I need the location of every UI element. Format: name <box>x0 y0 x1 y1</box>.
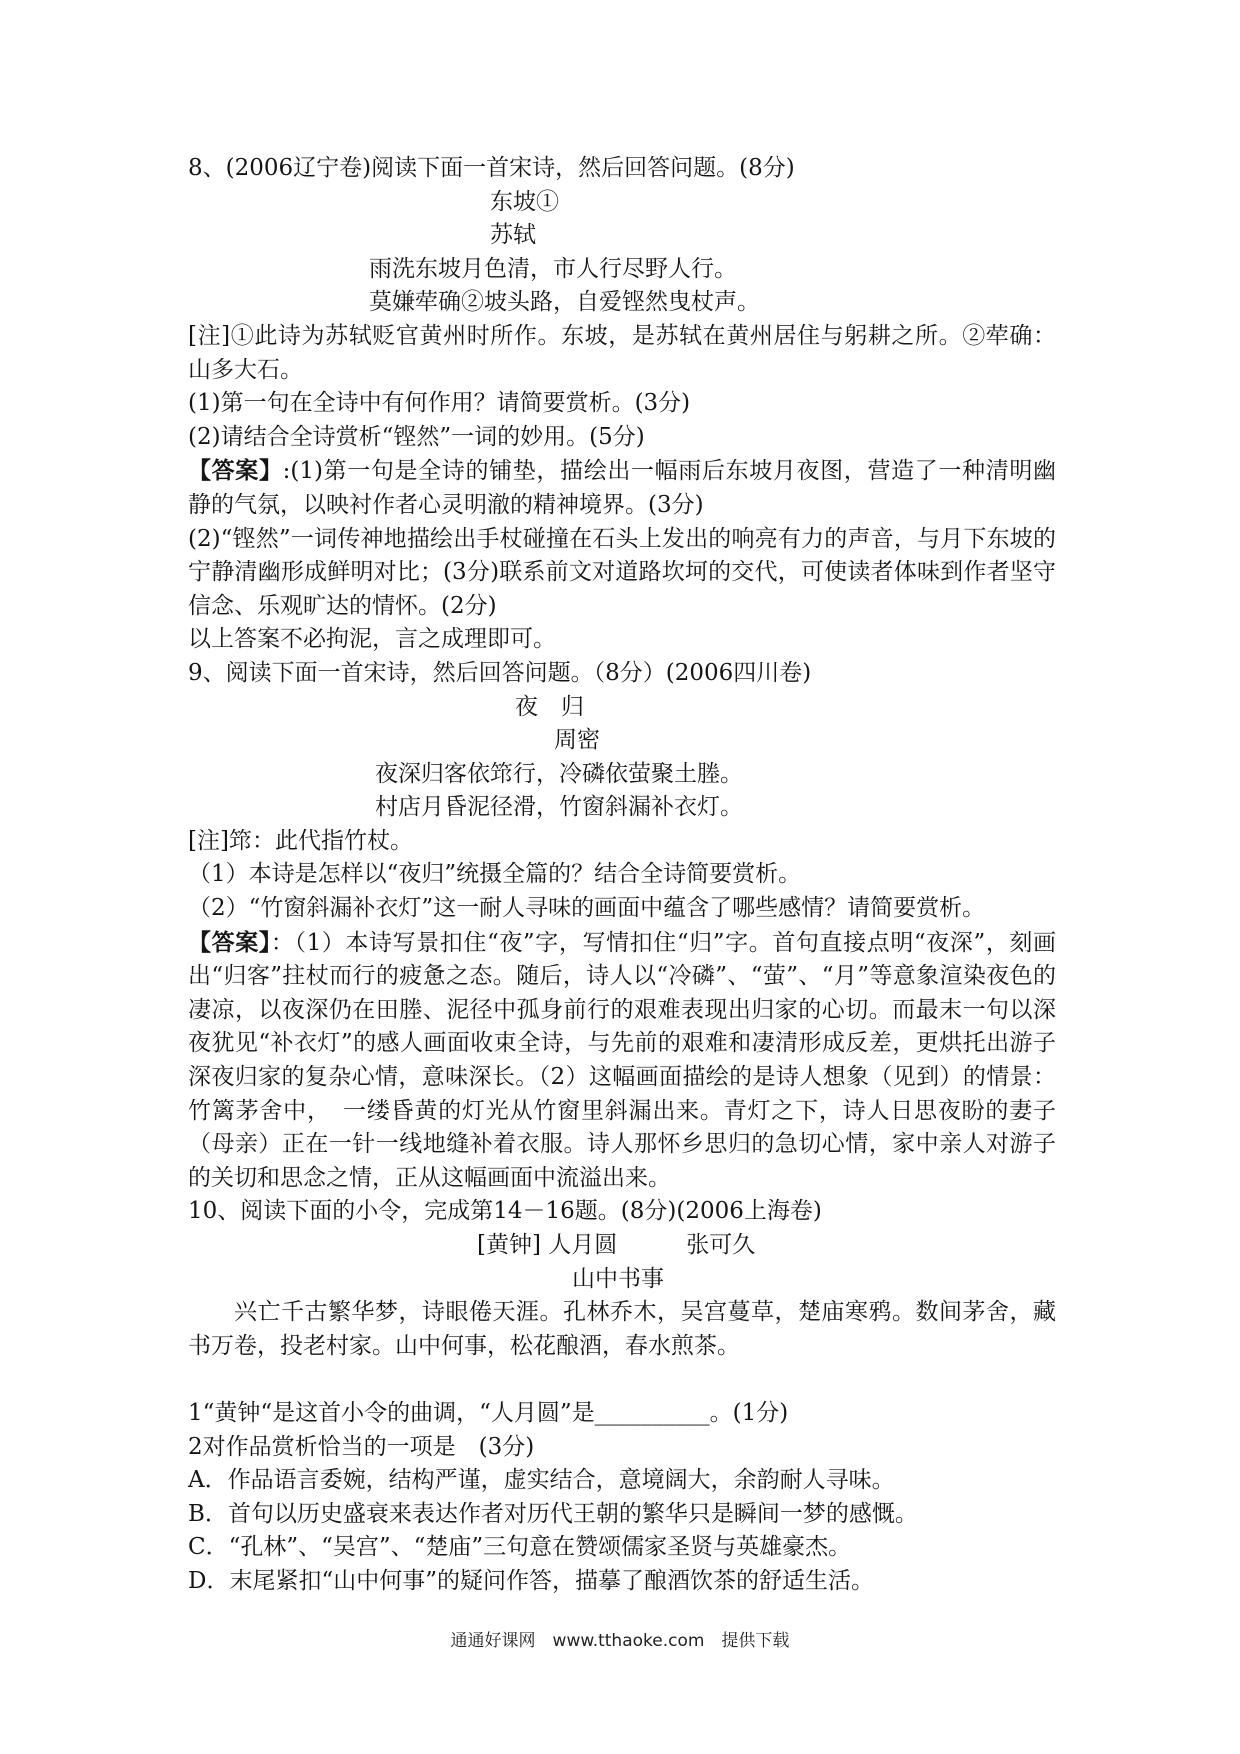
q9-poem-author: 周密 <box>554 727 600 754</box>
blank-line <box>188 1363 1056 1397</box>
q8-verse-1: 雨洗东坡月色清，市人行尽野人行。 <box>369 255 737 282</box>
q10-option-d: D．末尾紧扣“山中何事”的疑问作答，描摹了酿酒饮茶的舒适生活。 <box>188 1567 874 1594</box>
q8-note: [注]①此诗为苏轼贬官黄州时所作。东坡，是苏轼在黄州居住与躬耕之所。②荦确：山多大石。 <box>188 322 1056 383</box>
q8-poem-title: 东坡① <box>490 188 559 215</box>
q9-verse-2: 村店月昏泥径滑，竹窗斜漏补衣灯。 <box>375 794 743 821</box>
q10-item-1: 1“黄钟“是这首小令的曲调，“人月圆”是__________。(1分) <box>188 1399 789 1426</box>
q8-answer-1-text: :(1)第一句是全诗的铺垫，描绘出一幅雨后东坡月夜图，营造了一种清明幽静的气氛，以映衬作者心灵明澈的精神境界。(3分) <box>188 458 1056 518</box>
page-footer: 通通好课网 www.tthaoke.com 提供下载 <box>450 1631 790 1651</box>
q9-note: [注]筇：此代指竹杖。 <box>188 827 413 854</box>
q10-option-a: A．作品语言委婉，结构严谨，虚实结合，意境阔大，余韵耐人寻味。 <box>188 1467 895 1494</box>
q10-text: 兴亡千古繁华梦，诗眼倦天涯。孔林乔木，吴宫蔓草，楚庙寒鸦。数间茅舍，藏书万卷，投老村家。山中何事，松花酿酒，春水煎茶。 <box>188 1299 1056 1359</box>
q8-question-2: (2)请结合全诗赏析“铿然”一词的妙用。(5分) <box>188 423 645 450</box>
q9-verse-1: 夜深归客依筇行，冷磷依萤聚土塍。 <box>375 760 743 787</box>
q10-option-b: B．首句以历史盛衰来表达作者对历代王朝的繁华只是瞬间一梦的感慨。 <box>188 1500 918 1527</box>
q8-answer-label: 【答案】 <box>188 457 283 485</box>
q8-answer-2: (2)“铿然”一词传神地描绘出手杖碰撞在石头上发出的响亮有力的声音，与月下东坡的宁静清幽形成鲜明对比；(3分)联系前文对道路坎坷的交代，可使读者体味到作者坚守信念、乐观旷达的情怀。(2分) <box>188 525 1056 619</box>
q10-subtitle: 山中书事 <box>572 1265 664 1292</box>
q9-poem-title: 夜 归 <box>515 693 584 720</box>
q10-item-2: 2对作品赏析恰当的一项是 (3分) <box>188 1433 535 1460</box>
q10-title-line: [黄钟] 人月圆 张可久 <box>477 1232 756 1258</box>
q8-answer-3: 以上答案不必拘泥，言之成理即可。 <box>188 626 556 653</box>
q9-header: 9、阅读下面一首宋诗，然后回答问题。（8分）(2006四川卷) <box>188 659 812 686</box>
q9-answer <box>188 926 1056 1196</box>
q8-answer-1 <box>188 454 1056 522</box>
q8-header: 8、(2006辽宁卷)阅读下面一首宋诗，然后回答问题。(8分) <box>188 155 795 181</box>
q8-question-1: (1)第一句在全诗中有何作用？请简要赏析。(3分) <box>188 390 691 417</box>
q8-verse-2: 莫嫌荦确②坡头路，自爱铿然曳杖声。 <box>369 289 760 316</box>
q9-answer-label: 【答案】 <box>188 928 271 956</box>
q8-poem-author: 苏轼 <box>490 222 536 249</box>
q9-answer-text: ：（1）本诗写景扣住“夜”字，写情扣住“归”字。首句直接点明“夜深”，刻画出“归客”拄杖而行的疲惫之态。随后，诗人以“冷磷”、“萤”、“月”等意象渲染夜色的凄凉，以夜深仍在田塍、泥径中孤身前行的艰难表现出归家的心切。而最末一句以深夜犹见“补衣灯”的感人画面收束全诗，与先前的艰难和凄清形成反差，更烘托出游子深夜归家的复杂心情，意味深长。（2）这幅画面描绘的是诗人想象（见到）的情景：竹篱茅舍中， 一缕昏黄的灯光从竹窗里斜漏出来。青灯之下，诗人日思夜盼的妻子（母亲）正在一针一线地缝补着衣服。诗人那怀乡思归的急切心情，家中亲人对游子的关切和思念之情，正从这幅画面中流溢出来。 <box>188 929 1057 1191</box>
q9-question-1: （1）本诗是怎样以“夜归”统摄全篇的？结合全诗简要赏析。 <box>188 861 802 888</box>
q9-question-2: （2）“竹窗斜漏补衣灯”这一耐人寻味的画面中蕴含了哪些感情？请简要赏析。 <box>188 895 986 922</box>
q10-option-c: C．“孔林”、“吴宫”、“楚庙”三句意在赞颂儒家圣贤与英雄豪杰。 <box>188 1534 852 1561</box>
document-body <box>188 152 1056 1599</box>
q10-header: 10、阅读下面的小令，完成第14－16题。(8分)(2006上海卷) <box>188 1198 822 1225</box>
